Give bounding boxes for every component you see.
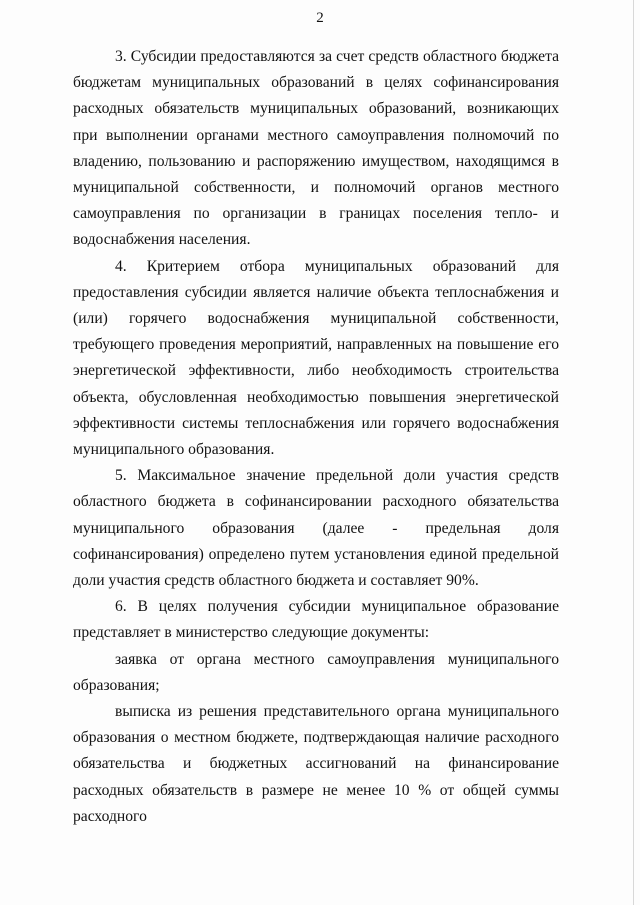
paragraph-budget-extract: выписка из решения представительного органа муниципального образования о местном бюджете, подтверждающая наличие расходного обязательства и бюджетных ассигнований на финансирование расходных обязательств в размере не менее 10 % от общей суммы расходного <box>73 703 559 825</box>
document-body <box>73 44 559 830</box>
paragraph-5-max-share: 5. Максимальное значение предельной доли участия средств областного бюджета в софинансировании расходного обязательства муниципального образования (далее - предельная доля софинансирования) определено путем установления единой предельной доли участия средств областного бюджета и составляет 90%. <box>73 467 559 590</box>
paragraph-3-subsidies: 3. Субсидии предоставляются за счет средств областного бюджета бюджетам муниципальных образований в целях софинансирования расходных обязательств муниципальных образований, возникающих при выполнении органами местного самоуправления полномочий по владению, пользованию и распоряжению имуществом, находящимся в муниципальной собственности, и полномочий органов местного самоуправления по организации в границах поселения тепло- и водоснабжения населения. <box>73 48 559 249</box>
paragraph-application: заявка от органа местного самоуправления муниципального образования; <box>73 650 559 694</box>
page-number: 2 <box>316 10 324 26</box>
paragraph-6-documents: 6. В целях получения субсидии муниципальное образование представляет в министерство следующие документы: <box>73 598 559 642</box>
paragraph-4-criterion: 4. Критерием отбора муниципальных образований для предоставления субсидии является наличие объекта теплоснабжения и (или) горячего водоснабжения муниципальной собственности, требующего проведения мероприятий, направленных на повышение его энергетической эффективности, либо необходимость строительства объекта, обусловленная необходимостью повышения энергетической эффективности системы теплоснабжения или горячего водоснабжения муниципального образования. <box>73 257 559 459</box>
scan-margin-line <box>633 0 634 905</box>
